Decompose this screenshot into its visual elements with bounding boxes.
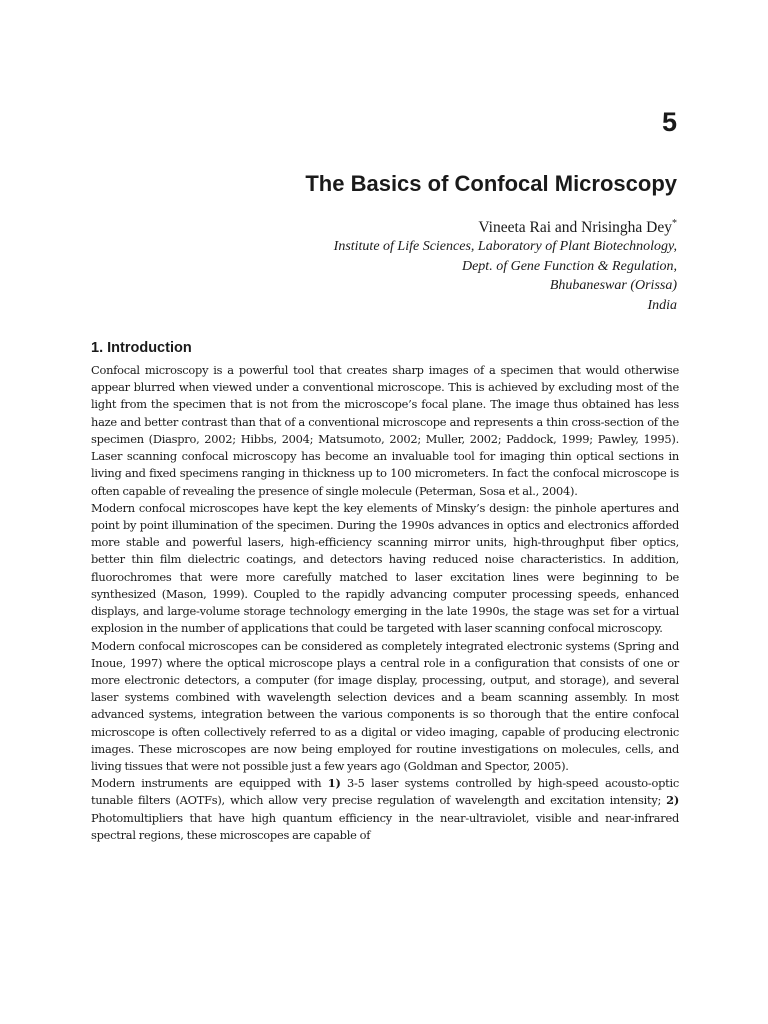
chapter-number: 5: [661, 107, 677, 137]
section-heading-introduction: 1. Introduction: [91, 340, 192, 356]
author-affiliation: [117, 237, 677, 315]
body-paragraph: Modern confocal microscopes have kept the key elements of Minsky’s design: the pinhole apertures and point by point illumination of the specimen. During the 1990s advances in optics and electronics afforded more stable and powerful lasers, high-efficiency scanning mirror units, high-throughput fiber optics, better thin film dielectric coatings, and detectors having reduced noise characteristics. In addition, fluorochromes that were more carefully matched to laser excitation lines were beginning to be synthesized (Mason, 1999). Coupled to the rapidly advancing computer processing speeds, enhanced displays, and large-volume storage technology emerging in the late 1990s, the stage was set for a virtual explosion in the number of applications that could be targeted with laser scanning confocal microscopy.: [91, 500, 679, 636]
list-marker: 2): [666, 793, 679, 808]
body-text-run: Photomultipliers that have high quantum efficiency in the near-ultraviolet, visible and near-infrared spectral regions, these microscopes are capable of: [91, 810, 679, 842]
body-text-run: Modern instruments are equipped with: [91, 776, 328, 791]
body-paragraph: Modern confocal microscopes can be considered as completely integrated electronic systems (Spring and Inoue, 1997) where the optical microscope plays a central role in a configuration that consists of one or more electronic detectors, a computer (for image display, processing, output, and storage), and several laser systems combined with wavelength selection devices and a beam scanning assembly. In most advanced systems, integration between the various components is so thorough that the entire confocal microscope is often collectively referred to as a digital or video imaging, capable of producing electronic images. These microscopes are now being employed for routine investigations on molecules, cells, and living tissues that were not possible just a few years ago (Goldman and Spector, 2005).: [91, 638, 679, 774]
list-marker: 1): [327, 776, 341, 791]
chapter-title: The Basics of Confocal Microscopy: [305, 171, 677, 196]
corresponding-author-marker: *: [672, 217, 677, 229]
affiliation-line-department: Dept. of Gene Function & Regulation,: [461, 258, 677, 274]
affiliation-line-city: Bhubaneswar (Orissa): [549, 278, 677, 293]
body-text-run: 3-5 laser systems controlled by high-speed acousto-optic tunable filters (AOTFs), which allow very precise regulation of wavelength and excitation intensity;: [91, 776, 679, 808]
body-paragraph: Confocal microscopy is a powerful tool that creates sharp images of a specimen that would otherwise appear blurred when viewed under a conventional microscope. This is achieved by excluding most of the light from the specimen that is not from the microscope’s focal plane. The image thus obtained has less haze and better contrast than that of a conventional microscope and represents a thin cross-section of the specimen (Diaspro, 2002; Hibbs, 2004; Matsumoto, 2002; Muller, 2002; Paddock, 1999; Pawley, 1995). Laser scanning confocal microscopy has become an invaluable tool for imaging thin optical sections in living and fixed specimens ranging in thickness up to 100 micrometers. In fact the confocal microscope is often capable of revealing the presence of single molecule (Peterman, Sosa et al., 2004).: [91, 363, 679, 498]
affiliation-line-country: India: [647, 297, 677, 313]
author-names-text: Vineeta Rai and Nrisingha Dey: [478, 219, 672, 236]
body-paragraph: [91, 775, 679, 844]
affiliation-line-institute: Institute of Life Sciences, Laboratory of Plant Biotechnology,: [333, 239, 677, 254]
author-names: [478, 218, 677, 238]
introduction-body: [91, 362, 679, 844]
